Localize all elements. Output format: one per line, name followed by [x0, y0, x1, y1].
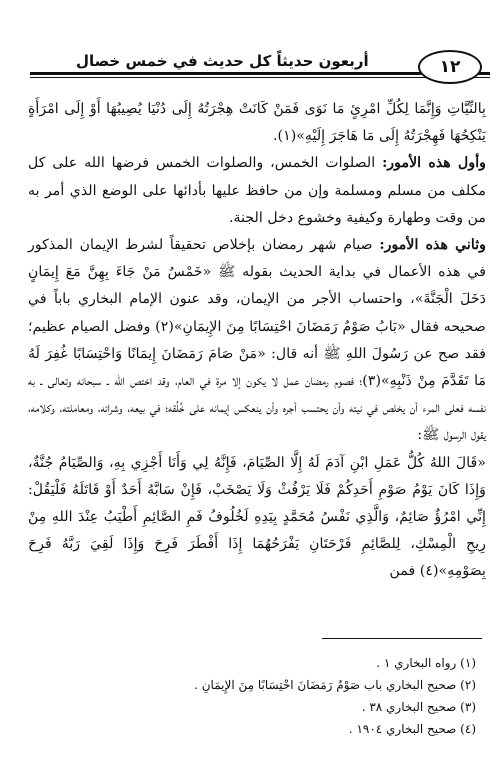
paragraph-hadith-fasting: «قَالَ اللهُ كُلُّ عَمَلِ ابْنِ آدَمَ لَهُ إِلَّا الصِّيَامَ، فَإِنَّهُ لِي وَأَنَا أَجْزِي بِهِ، وَالصِّيَامُ جُنَّةٌ، وَإِذَا كَانَ يَوْمُ صَوْمِ أَحَدِكُمْ فَلَا يَرْفُثْ وَلَا يَصْخَبْ، فَإِنْ سَابَّهُ أَحَدٌ أَوْ قَاتَلَهُ فَلْيَقُلْ: إِنِّي امْرُؤٌ صَائِمٌ، وَالَّذِي نَفْسُ مُحَمَّدٍ بِيَدِهِ لَخُلُوفُ فَمِ الصَّائِمِ أَطْيَبُ عِنْدَ اللهِ مِنْ رِيحِ الْمِسْكِ، لِلصَّائِمِ فَرْحَتَانِ يَفْرَحُهُمَا إِذَا أَفْطَرَ فَرِحَ وَإِذَا لَقِيَ رَبَّهُ فَرِحَ بِصَوْمِهِ»(٤) فمن: [28, 454, 486, 580]
body-text: [28, 96, 486, 586]
page-number: ١٢: [418, 50, 482, 84]
second-matter-heading: وثاني هذه الأمور:: [379, 237, 486, 254]
footnote-3: (٣) صحيح البخاري ٣٨ .: [361, 700, 476, 714]
footnote-1: (١) رواه البخاري ١ .: [376, 656, 476, 670]
first-matter-text: الصلوات الخمس، والصلوات الخمس فرضها الله على كل مكلف من مسلم ومسلمة وإن من حافظ عليها بأدائها على الوضع الذي أمر به من وقت وطهارة وكيفية وخشوع دخل الجنة.: [28, 155, 486, 226]
paragraph-second-matter: [28, 232, 486, 450]
first-matter-heading: وأول هذه الأمور:: [382, 155, 486, 172]
running-title: أربعون حديثاً كل حديث في خمس خصال: [70, 52, 375, 70]
footnote-2: (٢) صحيح البخاري باب صَوْمُ رَمَضَانَ احْتِسَابًا مِنَ الإِيمَانِ .: [194, 678, 476, 692]
footnote-separator: [322, 638, 482, 639]
footnotes: [36, 652, 476, 740]
running-header: [30, 50, 490, 90]
paragraph-first-matter: [28, 150, 486, 232]
paragraph-hadith-intention: بِالنِّيَّاتِ وَإِنَّمَا لِكُلِّ امْرِئٍ مَا نَوَى فَمَنْ كَانَتْ هِجْرَتُهُ إِلَى دُنْيَا يُصِيبُهَا أَوْ إِلَى امْرَأَةٍ يَنْكِحُهَا فَهِجْرَتُهُ إِلَى مَا هَاجَرَ إِلَيْهِ»(١).: [28, 101, 486, 145]
header-rule-thin: [30, 77, 490, 78]
second-matter-text: صيام شهر رمضان بإخلاص تحقيقاً لشرط الإيمان المذكور في هذه الأعمال في بداية الحديث بقوله ﷺ «خَمْسٌ مَنْ جَاءَ بِهِنَّ مَعَ إِيمَانٍ دَخَلَ الْجَنَّةَ»، واحتساب الأجر من الإيمان، وقد عنون الإمام البخاري باباً في صحيحه فقال «بَابُ صَوْمُ رَمَضَانَ احْتِسَابًا مِنَ الإِيمَانِ»(٢) وفضل الصيام عظيم؛ فقد صح عن رَسُولَ اللهِ ﷺ أنه قال: «مَنْ صَامَ رَمَضَانَ إِيمَانًا وَاحْتِسَابًا غُفِرَ لَهُ مَا تَقَدَّمَ مِنْ ذَنْبِهِ»(٣)؛ فصوم رمضان عمل لا يكون إلا مرة في العام، وقد اختص الله ـ سبحانه وتعالى ـ به نفسه فعلى المرء أن يخلص في نيته وأن يحتسب أجره وأن ينعكس إيمانه على خُلُقه؛ في بيعه، وشرائه، ومعاملته، وكلامه، يقول الرسول ﷺ:: [28, 237, 486, 444]
footnote-4: (٤) صحيح البخاري ١٩٠٤ .: [348, 722, 476, 736]
